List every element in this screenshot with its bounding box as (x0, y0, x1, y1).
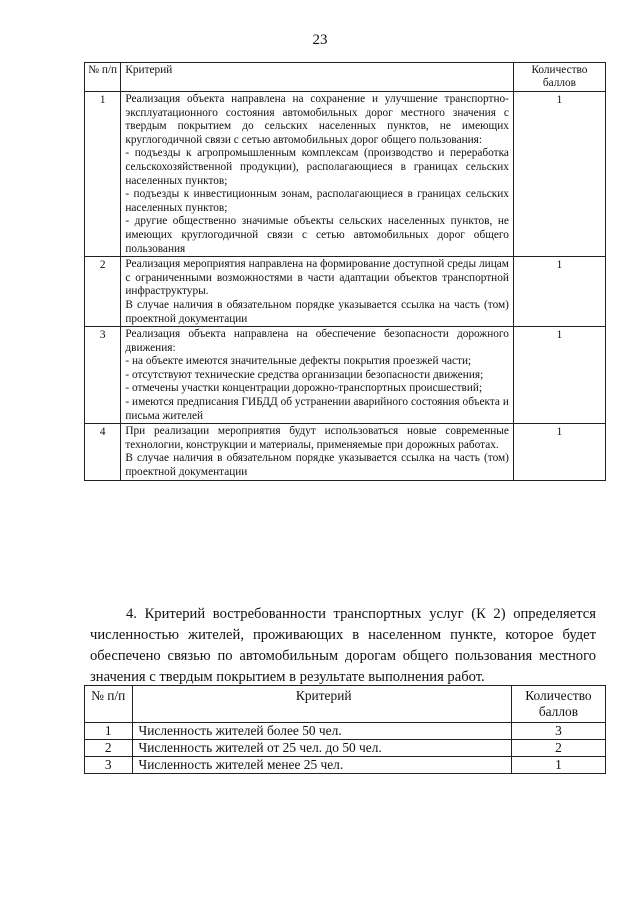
criterion-text: При реализации мероприятия будут использоваться новые современные технологии, конструкции и материалы, применяемые при дорожных работах. (125, 425, 509, 451)
criterion-cell (121, 424, 514, 480)
score-cell: 3 (511, 723, 605, 740)
criterion-text: - отмечены участки концентрации дорожно-транспортных происшествий; (125, 382, 483, 395)
column-header-number: № п/п (85, 686, 133, 723)
column-header-score: Количество баллов (513, 63, 605, 92)
score-cell: 1 (513, 92, 605, 257)
criterion-text: - другие общественно значимые объекты сельских населенных пунктов, не имеющих круглогодичной связи с сетью автомобильных дорог общего пользования (125, 215, 509, 255)
row-number: 2 (85, 257, 121, 327)
table-header-row (85, 686, 606, 723)
table-row (85, 757, 606, 774)
row-number: 1 (85, 723, 133, 740)
criterion-text: - на объекте имеются значительные дефекты покрытия проезжей части; (125, 355, 472, 368)
criterion-text: Реализация мероприятия направлена на формирование доступной среды лицам с ограниченными возможностями в части адаптации объектов транспортной инфраструктуры. (125, 258, 509, 298)
criterion-cell (121, 92, 514, 257)
criterion-cell: Численность жителей более 50 чел. (132, 723, 511, 740)
criterion-k2-paragraph (90, 604, 596, 688)
score-cell: 2 (511, 740, 605, 757)
criterion-text: Реализация объекта направлена на сохранение и улучшение транспортно-эксплуатационного состояния автомобильных дорог местного значения с твердым покрытием до сельских населенных пунктов, не имеющих круглогодичной связи с сетью автомобильных дорог общего пользования: (125, 93, 509, 146)
table-row (85, 723, 606, 740)
criterion-cell (121, 327, 514, 424)
criterion-text: - отсутствуют технические средства организации безопасности движения; (125, 368, 484, 381)
column-header-criterion: Критерий (121, 63, 514, 92)
population-criteria-table (84, 685, 606, 774)
score-cell: 1 (511, 757, 605, 774)
row-number: 4 (85, 424, 121, 480)
criterion-text: - имеются предписания ГИБДД об устранении аварийного состояния объекта и письма жителей (125, 396, 509, 422)
score-cell: 1 (513, 424, 605, 480)
table-header-row (85, 63, 606, 92)
column-header-number: № п/п (85, 63, 121, 92)
page-number: 23 (312, 32, 328, 48)
table-row (85, 327, 606, 424)
criterion-text: - подъезды к агропромышленным комплексам (производство и переработка сельскохозяйственной продукции), располагающиеся в границах сельских населенных пунктов; (125, 147, 509, 187)
criterion-text: - подъезды к инвестиционным зонам, располагающиеся в границах сельских населенных пунктов; (125, 188, 509, 214)
paragraph-text: 4. Критерий востребованности транспортных услуг (К 2) определяется численностью жителей, проживающих в населенном пункте, которое будет обеспечено связью по автомобильным дорогам общего пользования местного значения с твердым покрытием в результате выполнения работ. (90, 606, 596, 685)
criterion-cell: Численность жителей менее 25 чел. (132, 757, 511, 774)
row-number: 2 (85, 740, 133, 757)
score-cell: 1 (513, 327, 605, 424)
table-row (85, 92, 606, 257)
column-header-score: Количество баллов (511, 686, 605, 723)
criterion-text: В случае наличия в обязательном порядке указывается ссылка на часть (том) проектной документации (125, 298, 509, 325)
table-row (85, 424, 606, 480)
row-number: 3 (85, 327, 121, 424)
row-number: 1 (85, 92, 121, 257)
criterion-cell (121, 257, 514, 327)
score-cell: 1 (513, 257, 605, 327)
table-row (85, 257, 606, 327)
table-row (85, 740, 606, 757)
criterion-text: В случае наличия в обязательном порядке указывается ссылка на часть (том) проектной документации (125, 452, 509, 479)
column-header-criterion: Критерий (132, 686, 511, 723)
criterion-text: Реализация объекта направлена на обеспечение безопасности дорожного движения: (125, 328, 509, 354)
scoring-criteria-table (84, 62, 606, 481)
row-number: 3 (85, 757, 133, 774)
criterion-cell: Численность жителей от 25 чел. до 50 чел. (132, 740, 511, 757)
